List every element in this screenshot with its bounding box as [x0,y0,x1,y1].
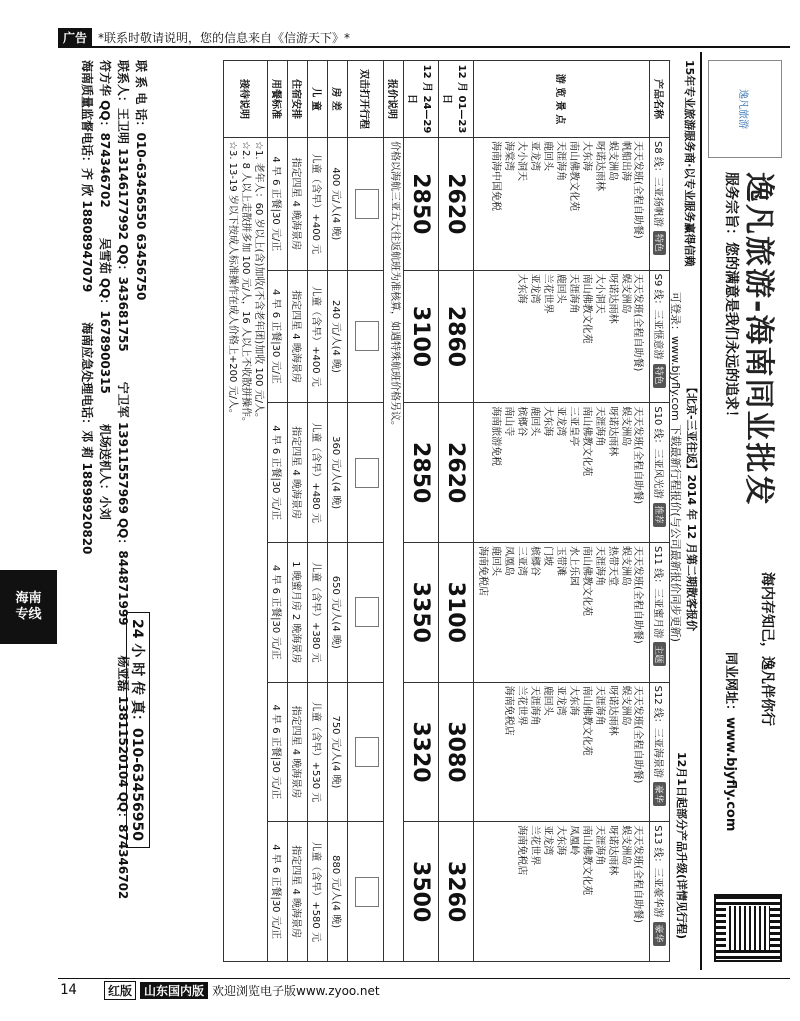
child-price: 儿童（含早）+480 元 [308,403,328,543]
stop-item: 天涯海角 [529,685,540,726]
contact-5: 杨亚磊 13811520104 QQ：874346702 [116,655,130,900]
route-stops [474,682,650,822]
stop-item: 蜈支洲岛 [620,273,631,314]
contact-6: 机场送机人：小刘 [98,423,112,520]
stop-item: 蜈支洲岛 [620,825,631,866]
route-badge: 推荐 [653,503,666,527]
itinerary-doc-icon[interactable] [348,403,384,543]
stop-item: 亚龙湾 [542,825,553,856]
table-row [384,61,404,962]
stop-item: 天涯海角 [594,406,605,447]
contact-3: 宁卫军 13911557969 QQ：844871999 [116,381,130,626]
stop-item: 蜈支洲岛 [620,685,631,726]
route-name: S10 线：三亚风光游 [652,406,663,499]
stop-item: 三亚湾 [516,545,527,576]
stop-item: 槟榔谷 [516,406,527,437]
route-stops [474,138,650,271]
table-row [650,61,670,962]
stop-item: 天涯海角 [568,273,579,314]
row-label-house: 房 差 [328,61,348,138]
stop-item: 大东海 [568,685,579,716]
stop-item: 大小洞天 [516,141,527,181]
hotel-cell: 指定四星 4 晚海景房 [288,682,308,822]
price-cell: 3080 [439,682,474,822]
line-title: 【北京-三亚往返】2014 年 12 月第二期散客报价 [685,382,698,631]
stop-item: 蜈支洲岛 [620,406,631,447]
stop-item: 天涯海角 [594,685,605,726]
table-row [404,61,439,962]
price-cell: 3500 [404,822,439,962]
top-notice-bar [58,28,790,46]
footer-divider [58,978,790,979]
route-badge: 豪华 [653,782,666,806]
send-note-3: ☆3. 13-19 岁以下按成人标准操作在成人价格上+200 元/人。 [227,141,238,419]
house-diff: 880 元/人(4 晚) [328,822,348,962]
itinerary-doc-icon[interactable] [348,542,384,682]
stop-item: 南山佛教文化苑 [581,545,592,616]
ad-page [58,52,790,970]
route-name: S12 线：三亚海景游 [652,685,663,778]
logo-text: 逸凡旅游 [737,89,749,129]
stop-item: 海棠湾 [503,141,514,171]
meal-cell: 4 早 6 正餐|30 元/正 [268,542,288,682]
send-note-2: ☆2. 8 人以上走散拼多加 100 元/人，16 人以上不收散拼操作。 [240,141,251,427]
stop-item: 大东海 [516,273,527,304]
house-diff: 400 元/人(4 晚) [328,138,348,271]
price-cell: 2850 [404,403,439,543]
page-number: 14 [60,982,77,998]
row-label-date2: 12 月 24—29 日 [404,61,439,138]
stop-item: 海南免税店 [516,825,527,876]
stop-item: 玉带滩 [555,545,566,576]
footer-tag2: 山东国内版 [140,982,208,999]
stop-item: 槟榔谷 [529,545,540,576]
child-price: 儿童（含早）+580 元 [308,822,328,962]
route-name: S13 线：三亚豪华游 [652,825,663,918]
table-row [474,61,650,962]
company-logo [708,60,782,158]
route-stops [474,403,650,543]
contact-row [78,60,96,962]
itinerary-doc-icon[interactable] [348,270,384,403]
contact-row [96,60,114,962]
price-cell: 2850 [404,138,439,271]
row-label-sites: 游 览 景 点 [474,61,650,138]
route-badge: 特色 [653,364,666,388]
stop-item: 呀诺达雨林 [607,825,618,876]
row-label-send: 接待说明 [224,61,268,138]
table-row [439,61,474,962]
top-notice: *联系时敬请说明，您的信息来自《信游天下》* [98,30,351,45]
stop-item: 大东海 [581,141,592,171]
route-badge: 主题 [653,642,666,666]
child-price: 儿童（含早）+400 元 [308,270,328,403]
meal-cell: 4 早 6 正餐|30 元/正 [268,270,288,403]
brand-website: 同业网址：www.bjyfly.com [723,652,738,832]
stop-item: 呀诺达雨林 [607,406,618,457]
stop-item: 大东海 [542,406,553,437]
row-label-hotel: 住宿安排 [288,61,308,138]
qr-code-icon [714,894,782,962]
stop-item: 蜈支洲岛 [620,545,631,586]
route-stops [474,822,650,962]
route-stops [474,542,650,682]
hotel-cell: 指定四星 4 晚海景房 [288,822,308,962]
stops-list [489,406,632,539]
route-sub: 天天发班(全程自助餐) [632,685,643,784]
footer-info [104,981,380,1000]
price-cell: 3350 [404,542,439,682]
stop-item: 水上乐园 [568,545,579,586]
child-price: 儿童（含早）+530 元 [308,682,328,822]
table-row [224,61,268,962]
stop-item: 海南免税店 [477,545,488,596]
stop-item: 南山佛教文化苑 [581,825,592,896]
stop-item: 兰花世界 [516,685,527,726]
itinerary-doc-icon[interactable] [348,682,384,822]
route-badge: 豪华 [653,922,666,946]
stop-item: 蜈支洲岛 [607,141,618,181]
contact-2: 符方华 QQ：874346702 [98,60,112,208]
table-row [328,61,348,962]
route-header [650,682,670,822]
stop-item: 南山佛教文化苑 [581,685,592,756]
route-name: S11 线：三亚蜜月游 [652,545,663,639]
house-diff: 240 元/人(4 晚) [328,270,348,403]
login-info: 可登录：www.bjyfly.com 下载最新行程报价(与公司最新报价同步更新) [669,292,682,642]
route-name: S8 线：三亚扬帆游 [652,141,663,227]
stops-list [489,141,632,267]
row-label-report: 报价说明 [384,61,404,138]
contact-8: 海南应急处理电话：邓 莉 18898920820 [80,322,94,555]
route-sub: 天天发班(全程自助餐) [632,273,643,372]
house-diff: 360 元/人(4 晚) [328,403,348,543]
side-section-tab [0,570,57,644]
hotel-cell: 指定四星 4 晚海景房 [288,138,308,271]
stop-item: 热带天堂 [607,545,618,586]
word-file-icon[interactable] [355,597,379,627]
meal-cell: 4 早 6 正餐|30 元/正 [268,138,288,271]
house-diff: 650 元/人(4 晚) [328,542,348,682]
stop-item: 亚龙湾 [555,685,566,716]
hotel-cell: 指定四星 4 晚海景房 [288,403,308,543]
stop-item: 呀诺达雨林 [607,685,618,736]
hotel-cell: 指定四星 4 晚海景房 [288,270,308,403]
stop-item: 大小洞天 [594,273,605,314]
price-cell: 2860 [439,270,474,403]
stop-item: 呀诺达雨林 [594,141,605,191]
price-cell: 3260 [439,822,474,962]
price-cell: 2620 [439,403,474,543]
price-cell: 3100 [439,542,474,682]
route-header [650,542,670,682]
word-file-icon[interactable] [355,458,379,488]
row-label-child: 儿 童 [308,61,328,138]
rotated-ad [58,52,790,970]
hotel-cell: 1 晚蜜月房 2 晚海景房 [288,542,308,682]
side-tab-line2: 专线 [15,607,42,622]
top-divider [58,46,790,48]
stop-item: 海南海中国免税 [490,141,501,211]
stop-item: 鹿回头 [490,545,501,576]
word-file-icon[interactable] [355,877,379,907]
stops-list [515,274,632,400]
stop-item: 天涯海角 [594,545,605,586]
brand-title: 逸凡旅游-海南同业批发 [741,172,776,507]
stop-item: 天涯海角 [555,141,566,181]
stop-item: 亚龙湾 [555,406,566,437]
price-cell: 3100 [404,270,439,403]
stop-item: 帆船出海 [620,141,631,181]
route-header [650,270,670,403]
stop-item: 三亚皇亭 [568,406,579,447]
row-label-date1: 12 月 01—23 日 [439,61,474,138]
row-label-meal: 用餐标准 [268,61,288,138]
upgrade-notice: 12月1日起部分产品升级(详情见行程) [675,752,688,940]
stops-list [515,825,632,958]
route-header [650,403,670,543]
stop-item: 南山佛教文化苑 [581,273,592,344]
stop-item: 门坡 [542,545,553,566]
stop-item: 亚龙湾 [529,141,540,171]
route-sub: 天天发班(全程自助餐) [632,545,643,644]
stop-item: 海南旅游免税 [490,406,501,467]
stop-item: 呀诺达雨林 [607,273,618,324]
table-row [348,61,384,962]
route-header [650,822,670,962]
stop-item: 鹿回头 [542,685,553,716]
table-row [308,61,328,962]
report-text: 价格以海航三亚五大往返航班为准核算，如遇特殊航班价格另议。 [384,138,404,962]
stop-item: 亚龙湾 [529,273,540,304]
meal-cell: 4 早 6 正餐|30 元/正 [268,403,288,543]
stop-item: 凤凰岛 [503,545,514,576]
route-sub: 天天发班(全程自助餐) [632,825,643,924]
fax-hotline: 24 小 时 传 真：010-63456950 [126,612,150,848]
route-sub: 天天发班(全程自助餐) [632,406,643,505]
stop-item: 海南免税店 [503,685,514,736]
child-price: 儿童（含早）+380 元 [308,542,328,682]
brand-slogan: 服务宗旨：您的满意是我们永远的追求！ [723,172,739,424]
meal-cell: 4 早 6 正餐|30 元/正 [268,682,288,822]
brand-right-slogan: 海内存知己，逸凡伴你行 [759,572,775,726]
price-cell: 3320 [404,682,439,822]
route-stops [474,270,650,403]
stop-item: 天涯海角 [594,825,605,866]
contact-phone: 联 系 电 话：010-63456550 63456750 [134,60,148,301]
stop-item: 兰花世界 [542,273,553,314]
child-price: 儿童（含早）+400 元 [308,138,328,271]
route-header [650,138,670,271]
warning-line: 15年专业旅游服务商·以专业服务赢得信赖 [683,60,696,267]
stop-item: 南山佛教文化苑 [581,406,592,477]
table-row [288,61,308,962]
stop-item: 南山寺 [503,406,514,437]
route-name: S9 线：三亚惬意游 [652,273,663,360]
price-table [223,60,670,962]
send-note-1: ☆1. 老年人：60 岁以上(含)加收(不含老年团)加收 100 元/人。 [253,141,264,424]
footer-tag1: 红版 [104,981,136,1000]
footer-link[interactable]: 欢迎浏览电子版www.zyoo.net [212,984,380,998]
stop-item: 凤凰岭 [568,825,579,856]
price-cell: 2620 [439,138,474,271]
row-label-itinerary: 双击打开行程 [348,61,384,138]
contact-1: 联系人：王卫明 13146177992 QQ：343681755 [116,60,130,352]
side-tab-line1: 海南 [15,591,42,606]
word-file-icon[interactable] [355,189,379,219]
table-row [268,61,288,962]
word-file-icon[interactable] [355,737,379,767]
house-diff: 750 元/人(4 晚) [328,682,348,822]
stops-list [476,546,632,679]
contact-4: 吴雪茹 QQ：1678900315 [98,237,112,394]
meal-cell: 4 早 6 正餐|30 元/正 [268,822,288,962]
ad-label: 广告 [58,28,92,47]
word-file-icon[interactable] [355,321,379,351]
stop-item: 鹿回头 [529,406,540,437]
stops-list [502,686,632,819]
stop-item: 鹿回头 [555,273,566,304]
col-header-name: 产品名称 [650,61,670,138]
contact-7: 海南质量监督电话：齐 欣 18808947079 [80,60,94,293]
stop-item: 鹿回头 [542,141,553,171]
send-notes [224,138,268,962]
stop-item: 兰花世界 [529,825,540,866]
stop-item: 南山佛教文化苑 [568,141,579,211]
route-sub: 天天发班(全程自助餐) [632,141,643,239]
itinerary-doc-icon[interactable] [348,822,384,962]
itinerary-doc-icon[interactable] [348,138,384,271]
stop-item: 大东海 [555,825,566,856]
route-badge: 特色 [653,231,666,255]
brand-header [700,52,790,970]
page-footer [0,978,800,1002]
